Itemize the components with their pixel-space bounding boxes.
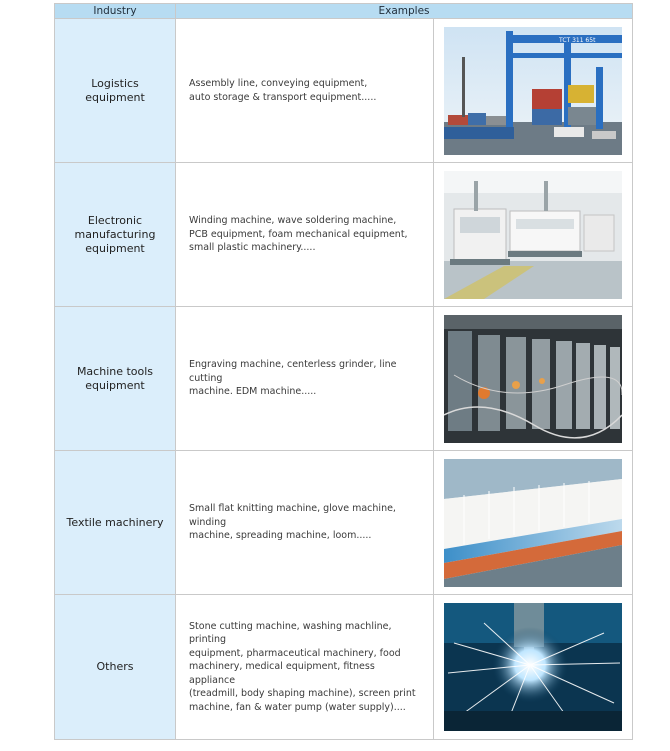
industry-cell [55,163,176,306]
industry-table [54,3,633,740]
table-row [55,307,632,451]
examples-cell [176,451,434,594]
port-crane-photo [444,27,622,155]
industry-label: Textile machinery [66,515,164,529]
factory-machines-photo [444,171,622,299]
industry-label: Logistics equipment [85,76,145,104]
textile-spindles-photo [444,459,622,587]
header-examples: Examples [378,5,430,17]
table-row [55,19,632,163]
industry-cell [55,595,176,739]
example-image-cell [434,163,632,306]
examples-cell [176,595,434,739]
header-industry: Industry [55,4,176,18]
table-row [55,163,632,307]
laser-cutting-photo [444,603,622,731]
examples-text: Engraving machine, centerless grinder, line cutting machine. EDM machine..... [189,359,397,398]
industry-label: Machine tools equipment [76,364,154,392]
examples-text: Small flat knitting machine, glove machine, winding machine, spreading machine, loom..... [189,503,396,542]
machine-tools-photo [444,315,622,443]
examples-text: Assembly line, conveying equipment, auto storage & transport equipment..... [189,78,377,103]
industry-cell [55,307,176,450]
table-row [55,595,632,739]
examples-text: Stone cutting machine, washing machline, printing equipment, pharmaceutical machinery, food machinery, medical equipment, fitness appliance (treadmill, body shaping machine), screen print machine, fan & water pump (water supply).... [189,620,416,713]
examples-cell [176,19,434,162]
example-image-cell [434,19,632,162]
table-header [55,4,632,19]
industry-label: Electronic manufacturing equipment [74,213,156,255]
industry-label: Others [96,660,134,673]
examples-text: Winding machine, wave soldering machine, PCB equipment, foam mechanical equipment, small plastic machinery..... [189,215,408,254]
table-row [55,451,632,595]
industry-cell [55,19,176,162]
example-image-cell [434,451,632,594]
examples-cell [176,163,434,306]
example-image-cell [434,595,632,739]
industry-cell [55,451,176,594]
crane-signage: TCT 311 65t [559,36,596,44]
example-image-cell [434,307,632,450]
examples-cell [176,307,434,450]
